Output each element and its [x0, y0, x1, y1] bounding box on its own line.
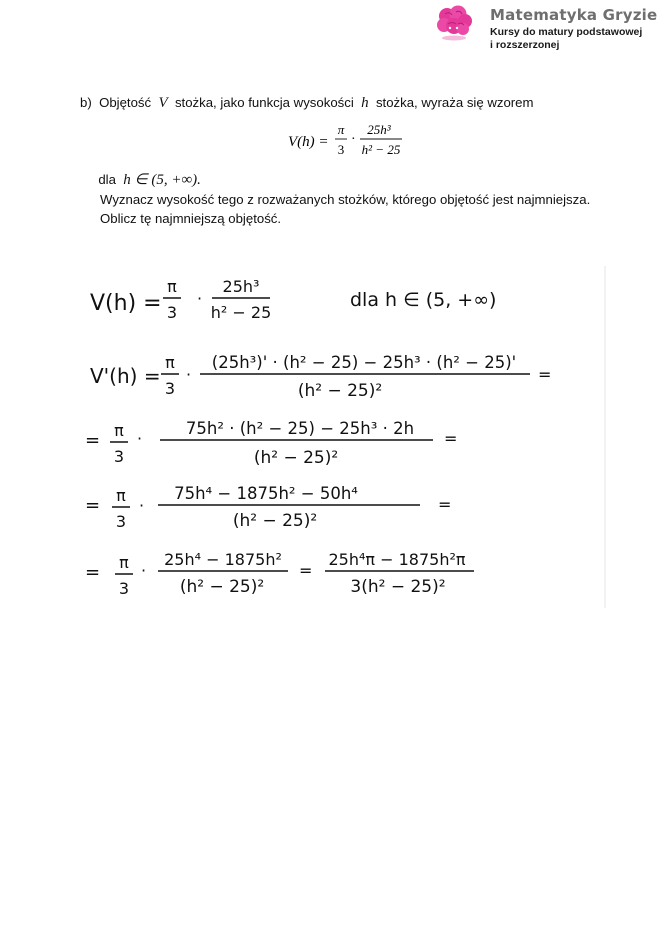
solution-step-4	[85, 484, 451, 531]
task-label: b)	[80, 95, 92, 110]
task-line-1	[80, 93, 620, 113]
step1-dot: ·	[197, 289, 203, 308]
brand-subtitle-line1: Kursy do matury podstawowej	[490, 26, 643, 38]
domain-expr: h ∈ (5, +∞).	[123, 172, 201, 188]
domain-prefix: dla	[98, 172, 116, 187]
formula-three: 3	[337, 142, 345, 157]
task-line-2: Wyznacz wysokość tego z rozważanych stożków, którego objętość jest najmniejsza.	[100, 192, 591, 207]
var-V: V	[158, 95, 168, 111]
formula-lhs: V(h) =	[288, 134, 329, 150]
brain-icon	[434, 4, 474, 42]
step2-three: 3	[164, 379, 176, 398]
step1-domain: dla h ∈ (5, +∞)	[350, 289, 497, 311]
step2-dot: ·	[186, 365, 192, 384]
step1-den: h² − 25	[210, 303, 272, 322]
step5-den: (h² − 25)²	[179, 577, 265, 597]
task-domain	[80, 170, 620, 190]
handwritten-solution	[0, 258, 664, 618]
task-intro-b: stożka, jako funkcja wysokości	[174, 95, 354, 110]
step5-den2: 3(h² − 25)²	[350, 577, 446, 597]
step3-pi: π	[114, 421, 124, 440]
step3-num: 75h² · (h² − 25) − 25h³ · 2h	[185, 419, 415, 438]
formula-den: h² − 25	[361, 142, 401, 157]
formula-num: 25h³	[367, 122, 391, 137]
step3-den: (h² − 25)²	[253, 448, 339, 468]
step3-eq: =	[444, 429, 458, 448]
step5-num: 25h⁴ − 1875h²	[164, 550, 282, 569]
step3-three: 3	[113, 447, 125, 466]
step1-three: 3	[166, 303, 178, 322]
solution-step-5	[85, 550, 474, 598]
step2-pi: π	[165, 353, 175, 372]
volume-formula	[288, 120, 418, 164]
var-h: h	[361, 95, 369, 111]
task-intro-a: Objętość	[99, 95, 152, 110]
solution-step-1	[90, 277, 496, 322]
step4-num: 75h⁴ − 1875h² − 50h⁴	[174, 484, 358, 503]
step5-three: 3	[118, 579, 130, 598]
formula-pi: π	[337, 122, 345, 137]
step3-dot: ·	[137, 429, 143, 448]
step5-pi: π	[119, 553, 129, 572]
step4-pi: π	[116, 486, 126, 505]
step1-pi: π	[167, 277, 177, 296]
brand-subtitle-line2: i rozszerzonej	[490, 39, 560, 51]
step2-lhs: V'(h) =	[90, 364, 161, 388]
step1-lhs: V(h) =	[90, 291, 162, 316]
step4-lhs: =	[85, 495, 101, 516]
step5-lhs: =	[85, 562, 101, 583]
step1-num: 25h³	[222, 277, 260, 296]
solution-step-3	[85, 419, 457, 468]
step5-eq: =	[299, 561, 313, 580]
step2-num: (25h³)' · (h² − 25) − 25h³ · (h² − 25)'	[211, 353, 517, 372]
formula-dot: ·	[351, 132, 356, 147]
step3-lhs: =	[85, 430, 101, 451]
step4-den: (h² − 25)²	[232, 511, 318, 531]
brand-subtitle	[490, 26, 642, 52]
step4-eq: =	[438, 495, 452, 514]
step5-num2: 25h⁴π − 1875h²π	[328, 550, 466, 569]
step4-dot: ·	[139, 496, 145, 515]
step5-dot: ·	[141, 561, 147, 580]
task-intro-c: stożka, wyraża się wzorem	[375, 95, 534, 110]
brand-title: Matematyka Gryzie	[490, 6, 658, 24]
solution-step-2	[90, 353, 551, 401]
step2-den: (h² − 25)²	[297, 381, 383, 401]
step4-three: 3	[115, 512, 127, 531]
step2-eq: =	[538, 365, 552, 384]
task-line-3: Oblicz tę najmniejszą objętość.	[100, 211, 282, 226]
